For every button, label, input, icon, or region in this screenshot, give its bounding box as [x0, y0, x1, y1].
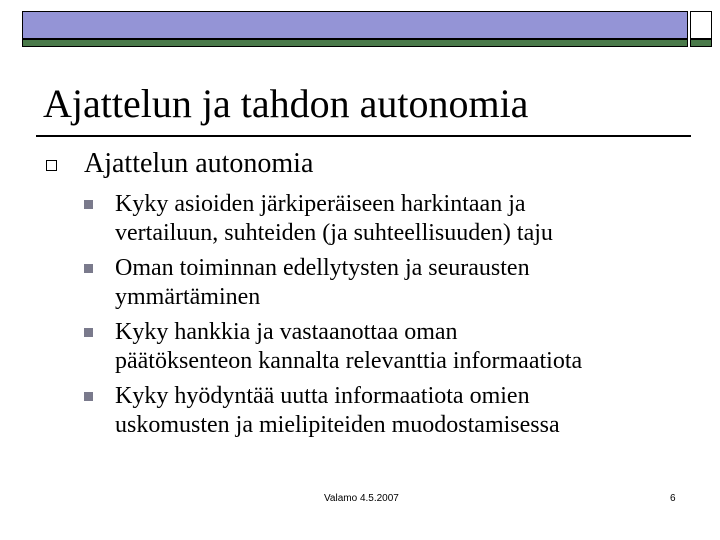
square-bullet-icon: [84, 200, 93, 209]
list-item: [84, 254, 684, 312]
list-item: [84, 382, 684, 440]
square-bullet-icon: [84, 328, 93, 337]
list-item-line: Kyky hyödyntää uutta informaatiota omien: [115, 383, 530, 409]
hollow-square-bullet-icon: [46, 160, 57, 171]
sub-bullet-list: [84, 190, 684, 446]
slide-title: Ajattelun ja tahdon autonomia: [43, 81, 529, 126]
list-item-line: vertailuun, suhteiden (ja suhteellisuuden) taju: [115, 220, 553, 246]
list-item-line: päätöksenteon kannalta relevanttia informaatiota: [115, 348, 583, 374]
square-bullet-icon: [84, 392, 93, 401]
header-corner-box: [690, 11, 712, 39]
level1-bullet-text: Ajattelun autonomia: [84, 148, 314, 179]
title-divider: [36, 135, 691, 137]
list-item: [84, 318, 684, 376]
list-item-line: Kyky asioiden järkiperäiseen harkintaan ja: [115, 191, 526, 217]
header-bar: [22, 11, 688, 39]
square-bullet-icon: [84, 264, 93, 273]
list-item: [84, 190, 684, 248]
page-number: 6: [670, 493, 676, 504]
header-decoration: [22, 11, 712, 41]
header-stripe: [22, 39, 688, 47]
list-item-line: Kyky hankkia ja vastaanottaa oman: [115, 319, 458, 345]
header-corner-stripe: [690, 39, 712, 47]
list-item-line: uskomusten ja mielipiteiden muodostamisessa: [115, 412, 560, 438]
footer-text: Valamo 4.5.2007: [324, 493, 399, 504]
list-item-line: ymmärtäminen: [115, 284, 261, 310]
list-item-line: Oman toiminnan edellytysten ja seurausten: [115, 255, 530, 281]
